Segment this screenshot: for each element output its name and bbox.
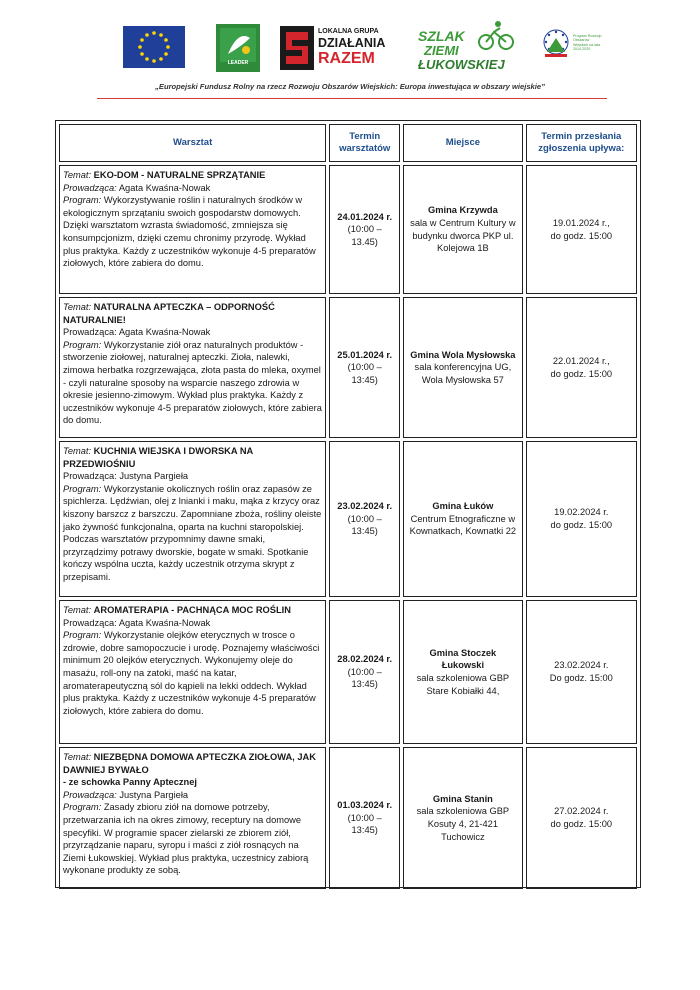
workshop-table <box>56 121 640 892</box>
lead-label: Prowadząca: <box>63 617 117 628</box>
workshop-date-cell <box>329 165 400 294</box>
header-place: Miejsce <box>403 124 522 162</box>
lead-name: Justyna Pargieła <box>119 789 189 800</box>
table-row <box>59 441 637 597</box>
place-details: Centrum Etnograficzne w Kownatkach, Kownatki 22 <box>409 513 517 537</box>
deadline-time: Do godz. 15:00 <box>549 673 613 683</box>
table-header-row <box>59 124 637 162</box>
table-row <box>59 600 637 744</box>
deadline-time: do godz. 15:00 <box>550 230 613 241</box>
topic-title: EKO-DOM - NATURALNE SPRZĄTANIE <box>93 170 266 180</box>
table-row <box>59 297 637 438</box>
deadline-cell <box>526 165 637 294</box>
topic-label: Temat: <box>63 752 92 762</box>
workshop-hours: (10:00 – 13:45) <box>347 666 382 690</box>
workshop-date: 23.02.2024 r. <box>337 501 393 512</box>
workshop-hours: (10:00 – 13:45) <box>347 513 382 537</box>
deadline-date: 27.02.2024 r. <box>554 806 609 817</box>
place-name: Gmina Wola Mysłowska <box>410 349 516 360</box>
lead-label: Prowadząca: <box>63 327 117 338</box>
workshop-place-cell <box>403 747 522 889</box>
szlak-line2: ZIEMI <box>424 43 459 58</box>
topic-subtitle: - ze schowka Panny Aptecznej <box>63 777 197 788</box>
place-details: sala w Centrum Kultury w budynku dworca PKP ul. Kolejowa 1B <box>410 217 516 254</box>
table-row <box>59 747 637 889</box>
program-label: Program: <box>63 483 102 494</box>
lead-name: Agata Kwaśna-Nowak <box>118 617 211 628</box>
szlak-line3: ŁUKOWSKIEJ <box>418 57 505 72</box>
workshop-description <box>59 747 326 889</box>
place-name: Gmina Stoczek Łukowski <box>429 647 497 671</box>
table-row <box>59 165 637 294</box>
topic-title: NATURALNA APTECZKA – ODPORNOŚĆ NATURALNIE! <box>63 302 275 325</box>
workshop-date-cell <box>329 747 400 889</box>
workshop-date: 28.02.2024 r. <box>337 654 393 665</box>
program-label: Program: <box>63 630 102 641</box>
szlak-logo <box>418 16 530 76</box>
lgd-line3: RAZEM <box>318 50 375 67</box>
deadline-date: 23.02.2024 r. <box>554 660 609 671</box>
workshop-description <box>59 441 326 597</box>
program-text: Wykorzystanie okolicznych roślin oraz zapasów ze spichlerza. Lędźwian, olej z lnianki i maku, mąka z krzycy oraz kiszony barszcz z barszczu. Zapomniane zboża, rośliny oleiste jako żywność funkcjonalna, oparta na kuchni staropolskiej. Podczas warsztatów przypomnimy dawne smaki, przyrządzimy potrawy dworskie, bogate w smaki. Spotkanie kończy wspólna uczta, każdy uczestnik otrzyma skrypt z przepisami. <box>63 483 322 582</box>
deadline-time: do godz. 15:00 <box>550 520 613 530</box>
program-text: Wykorzystanie olejków eterycznych w trosce o zdrowie, dobre samopoczucie i urodę. Poznajemy właściwości minimum 20 olejków eterycznych. Wykonujemy oleje do masażu, roll-ony na zatoki, maść na katar, aromaterapeutyczną sól do kąpieli na lekki oddech. Wykład plus praktyka. Każdy z uczestników wykonuje 4-5 preparatów ziołowych, które zabiera do domu. <box>63 630 320 716</box>
workshop-description <box>59 165 326 294</box>
lead-name: Agata Kwaśna-Nowak <box>118 182 211 193</box>
deadline-cell <box>526 747 637 889</box>
lgd-line1: LOKALNA GRUPA <box>318 28 379 35</box>
lead-label: Prowadząca: <box>63 182 117 193</box>
header-deadline: Termin przesłania zgłoszenia upływa: <box>526 124 637 162</box>
topic-title: AROMATERAPIA - PACHNĄCA MOC ROŚLIN <box>93 605 291 615</box>
deadline-cell <box>526 297 637 438</box>
program-label: Program: <box>63 195 102 206</box>
workshop-hours: (10:00 – 13.45) <box>347 224 382 247</box>
cyclist-icon <box>476 20 516 50</box>
workshop-place-cell <box>403 441 522 597</box>
workshop-description <box>59 600 326 744</box>
deadline-time: do godz. 15:00 <box>550 819 613 829</box>
funding-line: „Europejski Fundusz Rolny na rzecz Rozwoju Obszarów Wiejskich: Europa inwestująca w obszary wiejskie” <box>155 82 545 91</box>
place-details: sala konferencyjna UG, Wola Mysłowska 57 <box>414 362 512 385</box>
prow-logo <box>541 22 601 78</box>
topic-title: NIEZBĘDNA DOMOWA APTECZKA ZIOŁOWA, JAK DAWNIEJ BYWAŁO <box>63 752 316 775</box>
workshop-date: 01.03.2024 r. <box>337 800 393 811</box>
header-workshop: Warsztat <box>59 124 326 162</box>
deadline-cell <box>526 441 637 597</box>
lead-name: Justyna Pargieła <box>119 471 189 482</box>
header-dates: Termin warsztatów <box>329 124 400 162</box>
deadline-date: 19.01.2024 r., <box>552 217 610 228</box>
leader-logo-text: LEADER <box>227 60 249 66</box>
szlak-line1: SZLAK <box>418 28 465 44</box>
workshop-description <box>59 297 326 438</box>
prow-text: Program Rozwoju Obszarów Wiejskich na lata 2014-2020 <box>573 34 602 52</box>
lead-name: Agata Kwaśna-Nowak <box>118 327 211 338</box>
lead-label: Prowadząca: <box>63 789 117 800</box>
topic-title: KUCHNIA WIEJSKA I DWORSKA NA PRZEDWIOŚNIU <box>63 446 253 469</box>
header-divider <box>97 98 607 99</box>
program-text: Wykorzystanie ziół oraz naturalnych produktów - stworzenie ziołowej, naturalnej apteczki. Zioła, nalewki, zimowa herbatka rozgrzewająca, złota pasta do mleka, oxymel - czyli naturalne sposoby na wsparcie naszego zdrowia w okresie jesienno-zimowym. Wykład plus praktyka. Każdy z uczestników wykonuje 4-5 preparatów ziołowych, które zabiera do domu. <box>63 339 322 426</box>
workshop-hours: (10:00 – 13:45) <box>347 812 382 836</box>
workshop-date-cell <box>329 441 400 597</box>
workshop-place-cell <box>403 297 522 438</box>
lgd-line2: DZIAŁANIA <box>318 36 386 50</box>
program-label: Program: <box>63 339 102 350</box>
place-details: sala szkoleniowa GBP Kosuty 4, 21-421 Tuchowicz <box>416 806 510 842</box>
eu-flag-logo <box>123 26 185 68</box>
prow-mark-icon <box>541 26 571 66</box>
workshop-date-cell <box>329 297 400 438</box>
topic-label: Temat: <box>63 170 92 180</box>
workshop-date: 25.01.2024 r. <box>337 349 393 360</box>
workshop-table-frame <box>55 120 641 888</box>
workshop-place-cell <box>403 165 522 294</box>
workshop-date: 24.01.2024 r. <box>337 211 393 222</box>
place-name: Gmina Łuków <box>432 501 494 512</box>
deadline-time: do godz. 15:00 <box>550 368 613 379</box>
program-text: Zasady zbioru ziół na domowe potrzeby, przetwarzania ich na okres zimowy, receptury na domowe specyfiki. W programie spacer zielarski ze zbiorem ziół, przyrządzanie naparu, syropu i maści z ziół rosnących na Ziemi Łukowskiej. Wykład plus praktyka, uczestnicy zabiorą wykonane produkty ze sobą. <box>63 802 309 876</box>
topic-label: Temat: <box>63 446 92 456</box>
workshop-date-cell <box>329 600 400 744</box>
place-name: Gmina Stanin <box>432 793 493 804</box>
program-text: Wykorzystywanie roślin i naturalnych środków w ekologicznym sprzątaniu swoich gospodarstw domowych. Dzięki warsztatom wzrasta świadomość, zmniejsza się konsumpcjonizm, dzięki czemu chronimy przyrodę. Wykład plus praktyka. Każdy z uczestników wykonuje 4-5 preparatów ziołowych, które zabiera do domu. <box>63 195 316 269</box>
deadline-date: 22.01.2024 r., <box>552 355 610 366</box>
topic-label: Temat: <box>63 302 92 312</box>
deadline-cell <box>526 600 637 744</box>
program-label: Program: <box>63 802 102 813</box>
lgd-mark-icon <box>280 26 314 70</box>
place-details: sala szkoleniowa GBP Stare Kobiałki 44, <box>416 673 510 696</box>
logo-bar <box>0 16 700 82</box>
lgd-logo <box>280 24 392 72</box>
workshop-place-cell <box>403 600 522 744</box>
deadline-date: 19.02.2024 r. <box>554 507 609 518</box>
topic-label: Temat: <box>63 605 92 615</box>
workshop-hours: (10:00 – 13:45) <box>347 362 382 385</box>
place-name: Gmina Krzywda <box>428 205 498 216</box>
lead-label: Prowadząca: <box>63 471 117 482</box>
